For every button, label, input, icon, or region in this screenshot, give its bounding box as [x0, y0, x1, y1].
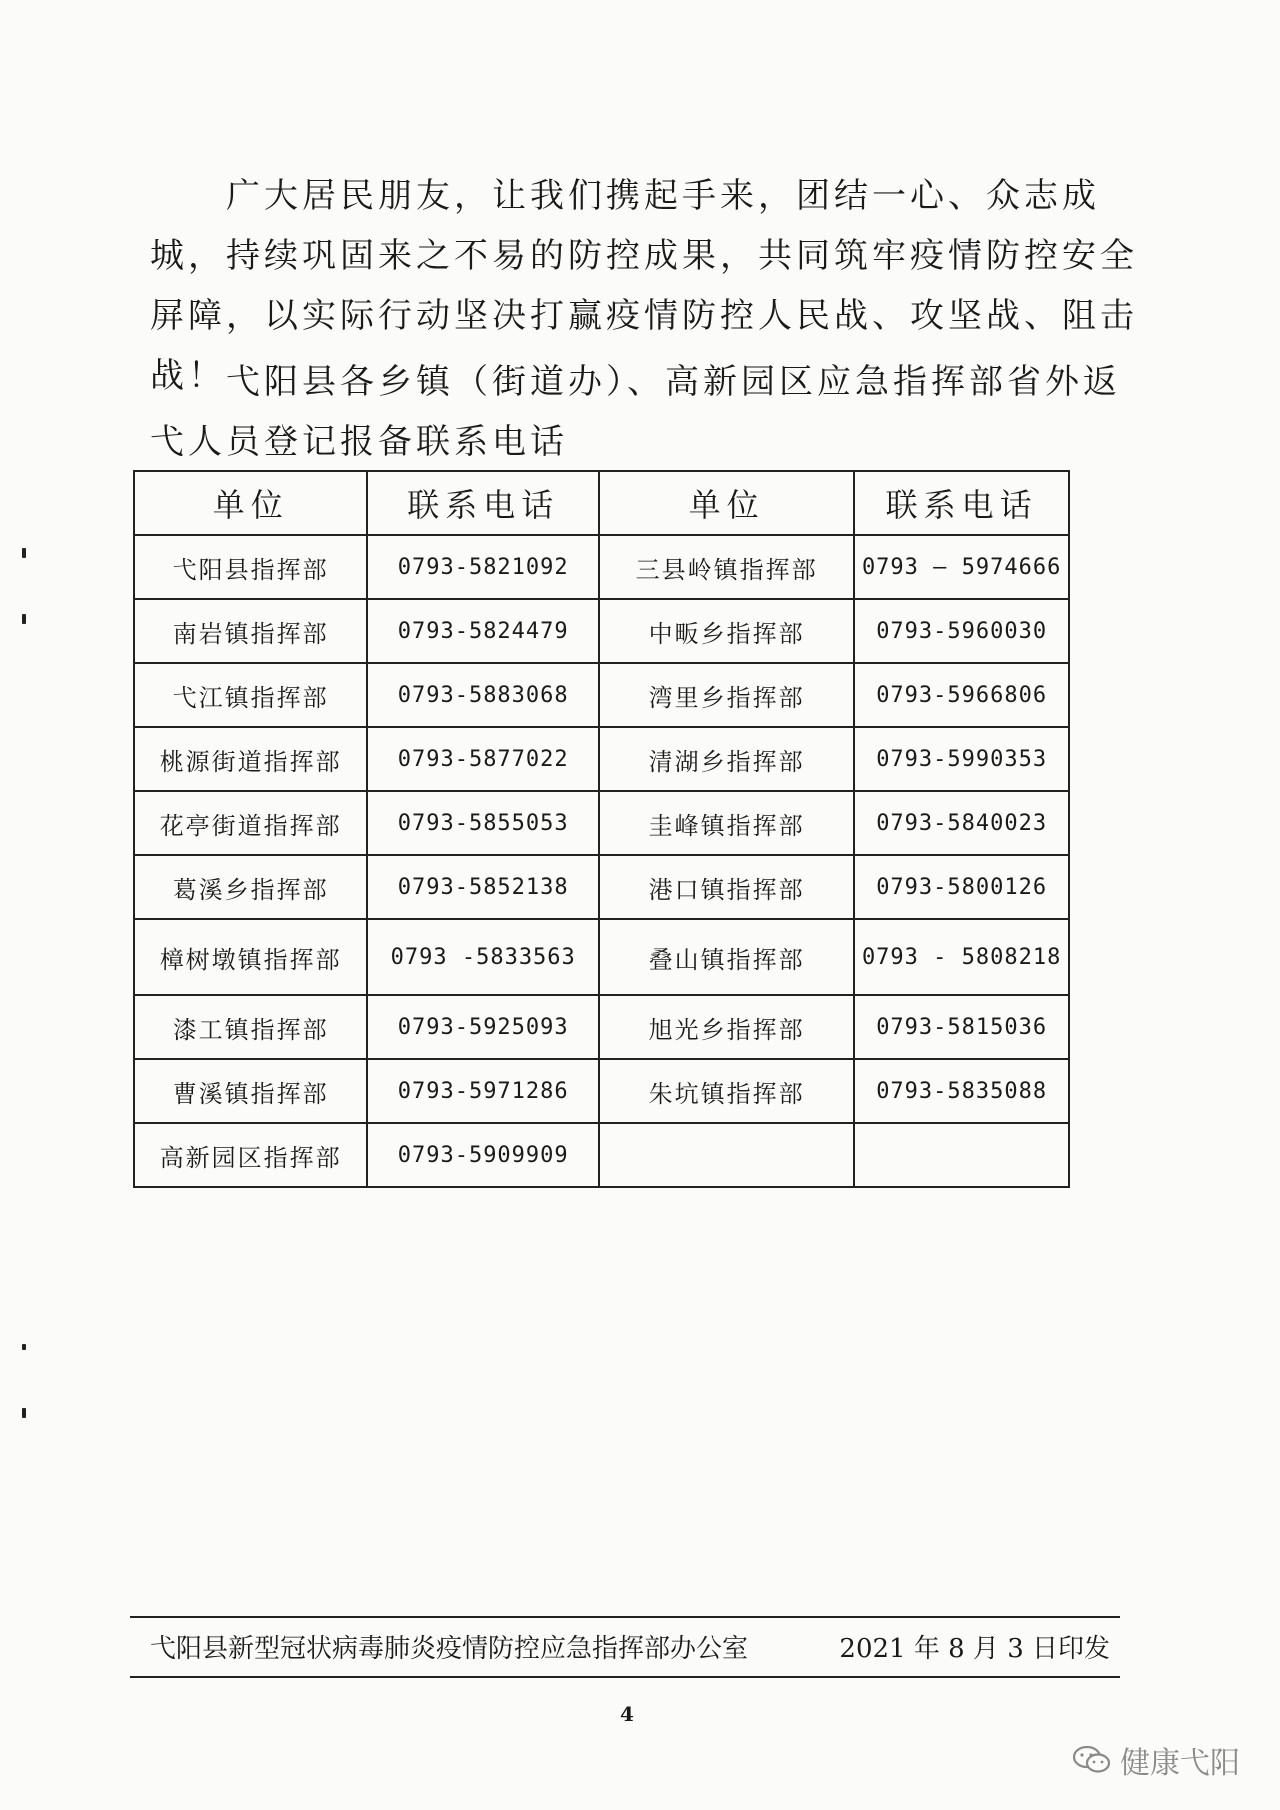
phone-cell: 0793-5824479	[367, 599, 599, 663]
unit-cell: 旭光乡指挥部	[599, 995, 854, 1059]
unit-cell: 桃源街道指挥部	[134, 727, 367, 791]
footer-rule-bottom	[130, 1676, 1120, 1678]
phone-cell: 0793-5855053	[367, 791, 599, 855]
scan-mark	[22, 1408, 26, 1418]
scan-mark	[22, 614, 26, 624]
unit-cell	[599, 1123, 854, 1187]
unit-cell: 弋江镇指挥部	[134, 663, 367, 727]
table-row	[134, 919, 1069, 995]
unit-cell: 南岩镇指挥部	[134, 599, 367, 663]
unit-cell: 葛溪乡指挥部	[134, 855, 367, 919]
table-row	[134, 1123, 1069, 1187]
phone-cell: 0793-5971286	[367, 1059, 599, 1123]
intro-paragraph: 广大居民朋友，让我们携起手来，团结一心、众志成城，持续巩固来之不易的防控成果，共同筑牢疫情防控安全屏障，以实际行动坚决打赢疫情防控人民战、攻坚战、阻击战！	[150, 176, 1138, 396]
table-header-row	[134, 471, 1069, 535]
contact-table	[133, 470, 1070, 1188]
unit-cell: 花亭街道指挥部	[134, 791, 367, 855]
unit-cell: 港口镇指挥部	[599, 855, 854, 919]
table-row	[134, 995, 1069, 1059]
phone-cell: 0793-5840023	[854, 791, 1069, 855]
header-unit-2: 单位	[599, 471, 854, 535]
page-number: 4	[620, 1702, 634, 1726]
header-unit-1: 单位	[134, 471, 367, 535]
unit-cell: 曹溪镇指挥部	[134, 1059, 367, 1123]
table-row	[134, 1059, 1069, 1123]
table-row	[134, 599, 1069, 663]
phone-cell: 0793-5883068	[367, 663, 599, 727]
phone-cell: 0793-5925093	[367, 995, 599, 1059]
phone-cell: 0793-5835088	[854, 1059, 1069, 1123]
phone-cell: 0793-5852138	[367, 855, 599, 919]
table-row	[134, 791, 1069, 855]
wechat-icon	[1072, 1744, 1112, 1776]
unit-cell: 漆工镇指挥部	[134, 995, 367, 1059]
table-row	[134, 727, 1069, 791]
phone-cell: 0793 - 5808218	[854, 919, 1069, 995]
scan-mark	[22, 548, 26, 558]
header-phone-2: 联系电话	[854, 471, 1069, 535]
unit-cell: 清湖乡指挥部	[599, 727, 854, 791]
footer-date: 2021 年 8 月 3 日印发	[839, 1634, 1110, 1664]
header-phone-1: 联系电话	[367, 471, 599, 535]
phone-cell: 0793-5909909	[367, 1123, 599, 1187]
footer-rule-top	[130, 1616, 1120, 1618]
unit-cell: 中畈乡指挥部	[599, 599, 854, 663]
phone-cell: 0793-5966806	[854, 663, 1069, 727]
unit-cell: 叠山镇指挥部	[599, 919, 854, 995]
watermark-text: 健康弋阳	[1120, 1746, 1240, 1781]
unit-cell: 高新园区指挥部	[134, 1123, 367, 1187]
phone-cell: 0793 — 5974666	[854, 535, 1069, 599]
phone-cell: 0793-5990353	[854, 727, 1069, 791]
unit-cell: 朱坑镇指挥部	[599, 1059, 854, 1123]
phone-cell: 0793-5800126	[854, 855, 1069, 919]
phone-cell	[854, 1123, 1069, 1187]
table-row	[134, 855, 1069, 919]
table-row	[134, 663, 1069, 727]
phone-cell: 0793-5821092	[367, 535, 599, 599]
footer-office: 弋阳县新型冠状病毒肺炎疫情防控应急指挥部办公室	[150, 1634, 749, 1664]
phone-cell: 0793-5877022	[367, 727, 599, 791]
phone-cell: 0793-5960030	[854, 599, 1069, 663]
table-caption: 弋阳县各乡镇（街道办）、高新园区应急指挥部省外返弋人员登记报备联系电话	[150, 362, 1121, 462]
unit-cell: 弋阳县指挥部	[134, 535, 367, 599]
unit-cell: 樟树墩镇指挥部	[134, 919, 367, 995]
unit-cell: 湾里乡指挥部	[599, 663, 854, 727]
phone-cell: 0793-5815036	[854, 995, 1069, 1059]
unit-cell: 三县岭镇指挥部	[599, 535, 854, 599]
unit-cell: 圭峰镇指挥部	[599, 791, 854, 855]
watermark	[1072, 1738, 1240, 1782]
table-row	[134, 535, 1069, 599]
phone-cell: 0793 -5833563	[367, 919, 599, 995]
scan-mark	[22, 1344, 26, 1350]
